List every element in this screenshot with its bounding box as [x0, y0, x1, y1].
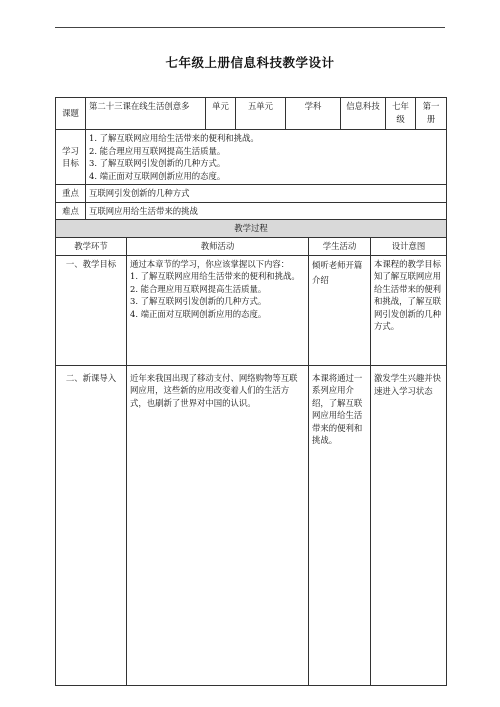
table-row [56, 255, 447, 365]
lesson-info-table [55, 97, 447, 220]
subject-value: 信息科技 [341, 98, 386, 130]
process-header: 教学过程 [56, 220, 447, 238]
objectives-label: 学习目标 [56, 130, 86, 185]
unit-label: 单元 [206, 98, 236, 130]
teacher-item: 4. 端正面对互联网创新应用的态度。 [130, 308, 267, 319]
column-header-student: 学生活动 [309, 238, 371, 256]
teaching-process-table [55, 219, 447, 686]
difficulty-label: 难点 [56, 202, 86, 220]
key-value: 互联网引发创新的几种方式 [86, 185, 447, 203]
column-header-intent: 设计意图 [371, 238, 447, 256]
teacher-activity-cell: 近年来我国出现了移动支付、网络购物等互联网应用，这些新的应用改变着人们的生活方式，也刷新了世界对中国的认识。 [127, 365, 309, 685]
unit-value: 五单元 [236, 98, 286, 130]
design-intent-cell: 激发学生兴趣并快速进入学习状态 [371, 365, 447, 685]
objectives-cell [86, 130, 447, 185]
column-header-stage: 教学环节 [56, 238, 127, 256]
header-rule [55, 27, 445, 28]
difficulty-value: 互联网应用给生活带来的挑战 [86, 202, 447, 220]
stage-cell: 一、教学目标 [56, 255, 127, 365]
student-activity-cell: 本课将通过一系列应用介绍，了解互联网应用给生活带来的便利和挑战。 [309, 365, 371, 685]
column-header-teacher: 教师活动 [127, 238, 309, 256]
lesson-label: 课题 [56, 98, 86, 130]
teacher-item: 2. 能合理应用互联网提高生活质量。 [130, 283, 267, 294]
objective-item: 4. 端正面对互联网创新应用的态度。 [89, 170, 226, 181]
lesson-value: 第二十三课在线生活创意多 [86, 98, 206, 130]
key-label: 重点 [56, 185, 86, 203]
teacher-item: 1. 了解互联网应用给生活带来的便利和挑战。 [130, 271, 300, 281]
teacher-item: 3. 了解互联网引发创新的几种方式。 [130, 296, 267, 306]
grade-value: 七年级 [386, 98, 416, 130]
teacher-intro: 通过本章节的学习，你应该掌握以下内容： [130, 258, 290, 269]
stage-cell: 二、新课导入 [56, 365, 127, 685]
teacher-activity-cell [127, 255, 309, 365]
student-activity-cell: 倾听老师开篇介绍 [309, 255, 371, 365]
table-row [56, 365, 447, 685]
design-intent-cell: 本课程的教学目标知了解互联网应用给生活带来的便利和挑战，了解互联网引发创新的几种方式。 [371, 255, 447, 365]
volume-value: 第一册 [416, 98, 447, 130]
objective-item: 3. 了解互联网引发创新的几种方式。 [89, 158, 226, 168]
objective-item: 2. 能合理应用互联网提高生活质量。 [89, 145, 226, 156]
page-title: 七年级上册信息科技教学设计 [165, 55, 335, 70]
subject-label: 学科 [286, 98, 341, 130]
objective-item: 1. 了解互联网应用给生活带来的便利和挑战。 [89, 133, 259, 143]
